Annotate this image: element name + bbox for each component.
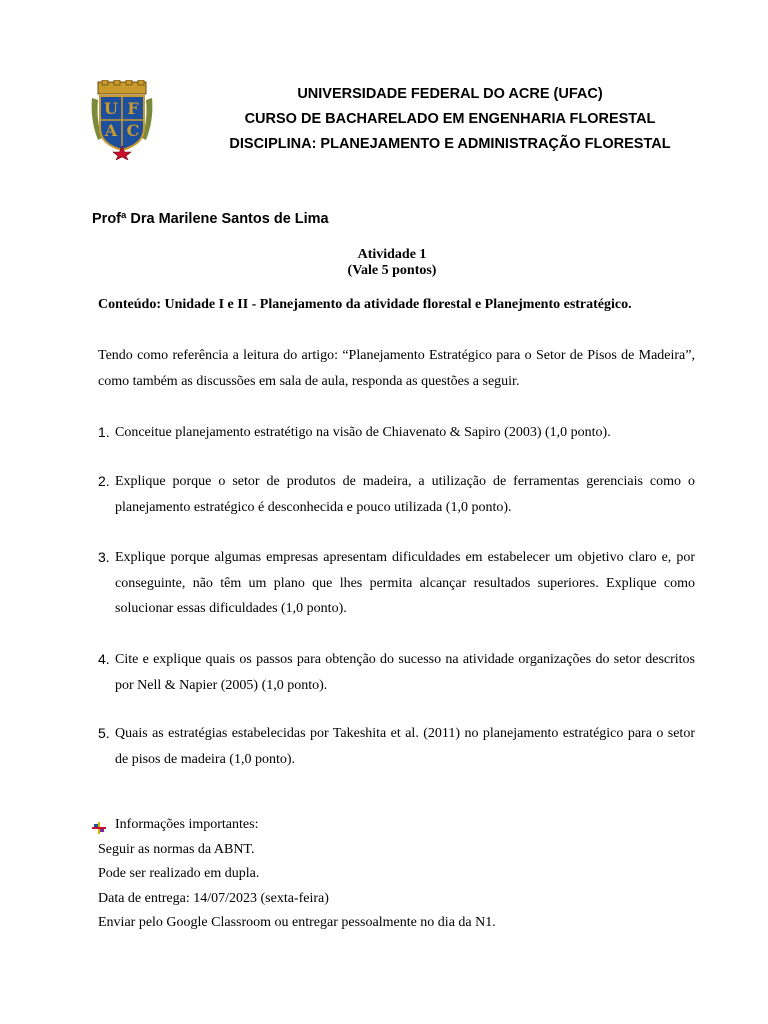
content-line: Conteúdo: Unidade I e II - Planejamento da atividade florestal e Planejmento estratégico. xyxy=(98,297,632,312)
question-number: 5. xyxy=(98,725,110,741)
intro-paragraph: Tendo como referência a leitura do artigo: “Planejamento Estratégico para o Setor de Pisos de Madeira”, como também as discussões em sala de aula, responda as questões a seguir. xyxy=(98,348,695,389)
question-3 xyxy=(98,545,695,622)
activity-value: (Vale 5 pontos) xyxy=(347,263,437,278)
question-2 xyxy=(98,469,695,520)
question-text: Explique porque algumas empresas apresentam dificuldades em estabelecer um objetivo claro e, por conseguinte, não têm um plano que lhes permita alcançar resultados superiores. Explique como solucionar essas dificuldades (1,0 ponto). xyxy=(115,550,695,616)
question-text: Cite e explique quais os passos para obtenção do sucesso na atividade organizações do setor descritos por Nell & Napier (2005) (1,0 ponto). xyxy=(115,652,695,693)
four-color-bullet-icon xyxy=(92,819,106,831)
info-line-pairs: Pode ser realizado em dupla. xyxy=(98,866,260,881)
university-coat-of-arms-logo xyxy=(90,80,154,160)
university-name: UNIVERSIDADE FEDERAL DO ACRE (UFAC) xyxy=(297,86,603,102)
info-heading: Informações importantes: xyxy=(115,817,259,832)
question-number: 2. xyxy=(98,473,110,489)
info-line-abnt: Seguir as normas da ABNT. xyxy=(98,841,255,857)
info-line-deadline: Data de entrega: 14/07/2023 (sexta-feira) xyxy=(98,890,329,906)
important-info xyxy=(92,813,496,936)
question-number: 4. xyxy=(98,651,110,667)
question-1 xyxy=(98,420,695,446)
question-text: Conceitue planejamento estratétigo na visão de Chiavenato & Sapiro (2003) (1,0 ponto). xyxy=(115,425,611,440)
question-5 xyxy=(98,721,695,772)
activity-title: Atividade 1 xyxy=(357,247,427,262)
course-name: CURSO DE BACHARELADO EM ENGENHARIA FLORESTAL xyxy=(244,111,656,127)
info-line-delivery: Enviar pelo Google Classroom ou entregar pessoalmente no dia da N1. xyxy=(98,915,496,930)
question-text: Quais as estratégias estabelecidas por Takeshita et al. (2011) no planejamento estratégico para o setor de pisos de madeira (1,0 ponto). xyxy=(115,726,695,767)
info-heading-row xyxy=(92,813,496,838)
question-number: 3. xyxy=(98,549,110,565)
question-number: 1. xyxy=(98,424,110,440)
logo-letter-f: F xyxy=(127,99,139,118)
logo-letter-u: U xyxy=(104,99,118,118)
professor-name: Profª Dra Marilene Santos de Lima xyxy=(92,211,329,227)
logo-letter-c: C xyxy=(126,121,140,140)
logo-letter-a: A xyxy=(104,121,118,140)
question-4 xyxy=(98,647,695,698)
discipline-name: DISCIPLINA: PLANEJAMENTO E ADMINISTRAÇÃO FLORESTAL xyxy=(229,136,671,152)
question-text: Explique porque o setor de produtos de madeira, a utilização de ferramentas gerenciais como o planejamento estratégico é desconhecida e pouco utilizada (1,0 ponto). xyxy=(115,474,695,515)
